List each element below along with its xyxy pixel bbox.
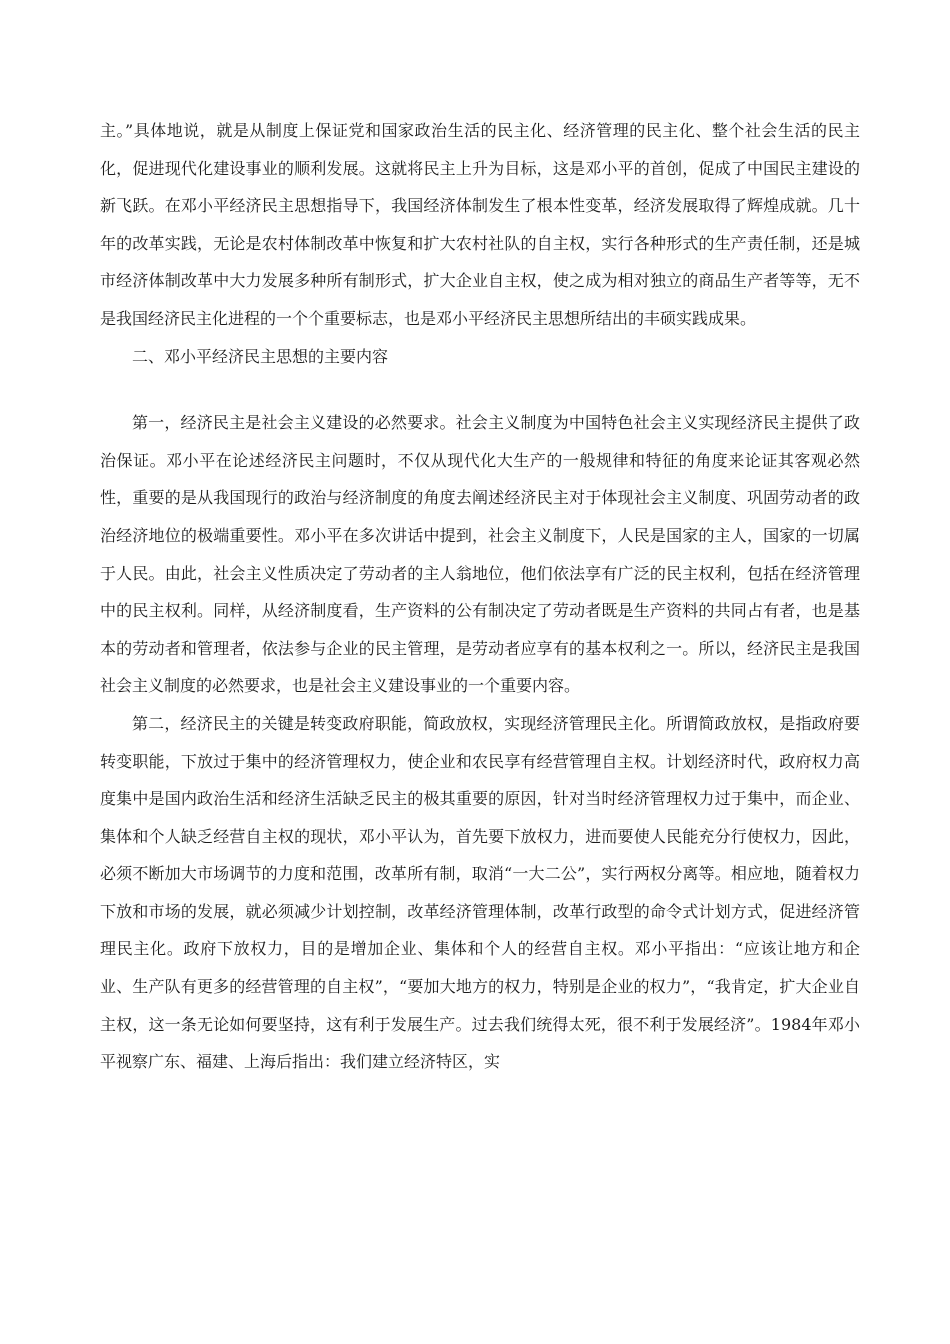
section-heading: 二、邓小平经济民主思想的主要内容 — [132, 346, 389, 366]
paragraph-continuation: 主。”具体地说，就是从制度上保证党和国家政治生活的民主化、经济管理的民主化、整个社会生活的民主化，促进现代化建设事业的顺利发展。这就将民主上升为目标，这是邓小平的首创，促成了中国民主建设的新飞跃。在邓小平经济民主思想指导下，我国经济体制发生了根本性变革，经济发展取得了辉煌成就。几十年的改革实践，无论是农村体制改革中恢复和扩大农村社队的自主权，实行各种形式的生产责任制，还是城市经济体制改革中大力发展多种所有制形式，扩大企业自主权，使之成为相对独立的商品生产者等等，无不是我国经济民主化进程的一个个重要标志，也是邓小平经济民主思想所结出的丰硕实践成果。 — [100, 121, 860, 328]
paragraph-second-point: 第二，经济民主的关键是转变政府职能，简政放权，实现经济管理民主化。所谓简政放权，是指政府要转变职能，下放过于集中的经济管理权力，使企业和农民享有经营管理自主权。计划经济时代，政府权力高度集中是国内政治生活和经济生活缺乏民主的极其重要的原因，针对当时经济管理权力过于集中，而企业、集体和个人缺乏经营自主权的现状，邓小平认为，首先要下放权力，进而要使人民能充分行使权力，因此，必须不断加大市场调节的力度和范围，改革所有制，取消“一大二公”，实行两权分离等。相应地，随着权力下放和市场的发展，就必须减少计划控制，改革经济管理体制，改革行政型的命令式计划方式，促进经济管理民主化。政府下放权力，目的是增加企业、集体和个人的经营自主权。邓小平指出：“应该让地方和企业、生产队有更多的经营管理的自主权”，“要加大地方的权力，特别是企业的权力”，“我肯定，扩大企业自主权，这一条无论如何要坚持，这有利于发展生产。过去我们统得太死，很不利于发展经济”。1984年邓小平视察广东、福建、上海后指出：我们建立经济特区，实 — [100, 713, 860, 1072]
paragraph-first-point: 第一，经济民主是社会主义建设的必然要求。社会主义制度为中国特色社会主义实现经济民主提供了政治保证。邓小平在论述经济民主问题时，不仅从现代化大生产的一般规律和特征的角度来论证其客观必然性，重要的是从我国现行的政治与经济制度的角度去阐述经济民主对于体现社会主义制度、巩固劳动者的政治经济地位的极端重要性。邓小平在多次讲话中提到，社会主义制度下，人民是国家的主人，国家的一切属于人民。由此，社会主义性质决定了劳动者的主人翁地位，他们依法享有广泛的民主权利，包括在经济管理中的民主权利。同样，从经济制度看，生产资料的公有制决定了劳动者既是生产资料的共同占有者，也是基本的劳动者和管理者，依法参与企业的民主管理，是劳动者应享有的基本权利之一。所以，经济民主是我国社会主义制度的必然要求，也是社会主义建设事业的一个重要内容。 — [100, 413, 860, 696]
document-page — [100, 112, 860, 1081]
